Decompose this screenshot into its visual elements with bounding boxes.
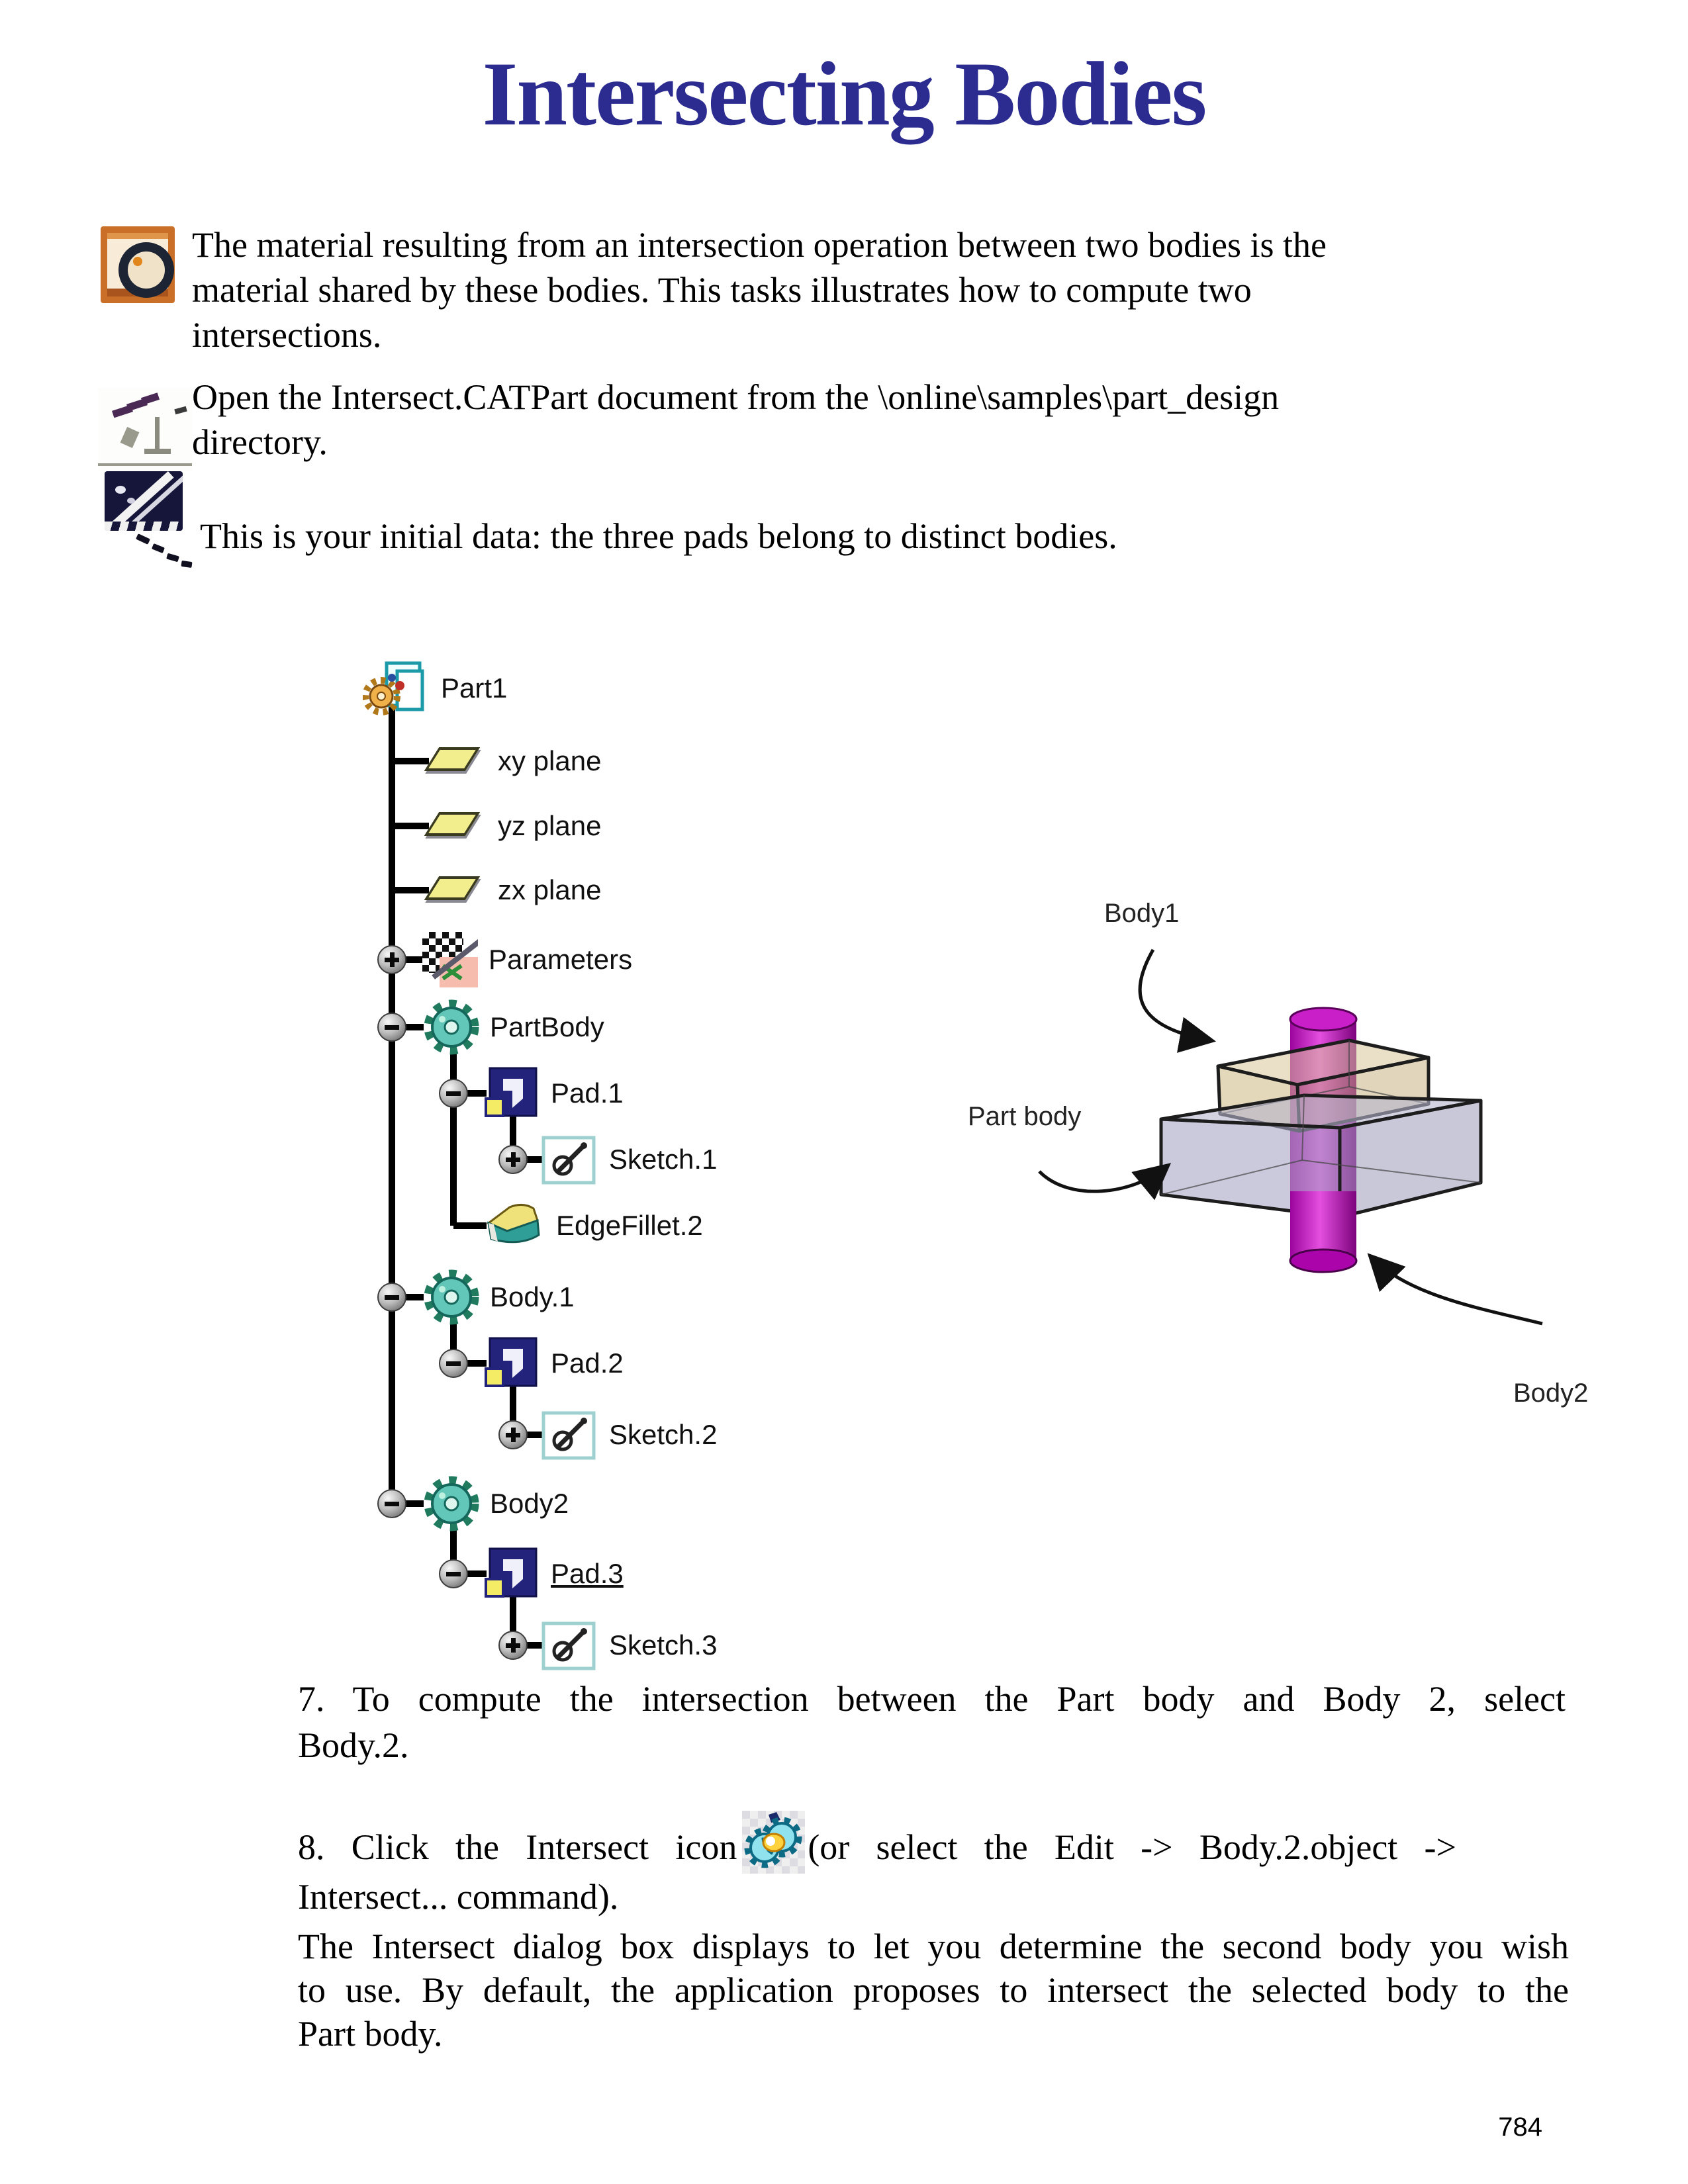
page-number: 784 xyxy=(1498,2113,1542,2142)
step-text: (or select the Edit -> Body.2.object -> xyxy=(808,1827,1456,1867)
tree-item-pad2[interactable]: Pad.2 xyxy=(551,1347,624,1379)
tree-trunk-line xyxy=(389,692,395,1507)
paragraph-line: Open the Intersect.CATPart document from the \online\samples\part_design xyxy=(192,377,1280,417)
figure-label-body2: Body2 xyxy=(1513,1379,1589,1408)
tree-item-part1[interactable]: Part1 xyxy=(441,672,508,704)
part-document-icon xyxy=(363,660,426,717)
tree-item-parameters[interactable]: Parameters xyxy=(489,944,633,975)
parameters-icon xyxy=(422,932,478,987)
pad-icon xyxy=(485,1067,538,1120)
collapse-node-body1[interactable] xyxy=(377,1283,406,1312)
tree-item-sketch3[interactable]: Sketch.3 xyxy=(609,1629,718,1661)
task-target-icon xyxy=(101,226,175,303)
sketch-icon xyxy=(541,1619,597,1671)
step-line xyxy=(298,1811,1456,1874)
step-line: Body.2. xyxy=(298,1725,409,1765)
sketch-icon xyxy=(541,1409,597,1461)
collapse-node-pad1[interactable] xyxy=(439,1079,468,1108)
initial-data-figure xyxy=(914,860,1615,1410)
paragraph-line: directory. xyxy=(192,422,328,462)
paragraph-line: material shared by these bodies. This tasks illustrates how to compute two xyxy=(192,270,1252,310)
scenario-trail-dash xyxy=(152,543,165,553)
figure-label-part-body: Part body xyxy=(968,1102,1082,1131)
step-8 xyxy=(298,1811,1456,1920)
sketch-icon xyxy=(541,1134,597,1185)
paragraph-line: to use. By default, the application proposes to intersect the selected body to the xyxy=(298,1970,1569,2010)
expand-node-parameters[interactable] xyxy=(377,945,406,974)
intro-paragraph xyxy=(192,222,1417,357)
open-paragraph xyxy=(192,375,1417,465)
pad-icon xyxy=(485,1547,538,1600)
plane-icon xyxy=(424,876,480,900)
tree-item-yz-plane[interactable]: yz plane xyxy=(498,810,602,841)
scenario-trail-dash xyxy=(181,561,192,568)
tree-item-sketch2[interactable]: Sketch.2 xyxy=(609,1419,718,1450)
page-title: Intersecting Bodies xyxy=(482,43,1206,144)
step-line: Intersect... command). xyxy=(298,1877,619,1917)
expand-node-sketch3[interactable] xyxy=(498,1631,528,1660)
pad-icon xyxy=(485,1337,538,1390)
step-text: 8. Click the Intersect icon xyxy=(298,1827,737,1867)
body-gear-icon xyxy=(422,1475,481,1533)
closing-paragraph xyxy=(298,1925,1569,2056)
collapse-node-body2[interactable] xyxy=(377,1489,406,1518)
paragraph-line: Part body. xyxy=(298,2014,443,2054)
tree-item-body2[interactable]: Body2 xyxy=(490,1488,569,1519)
paragraph-line: The Intersect dialog box displays to let you determine the second body you wish xyxy=(298,1927,1569,1966)
expand-node-sketch2[interactable] xyxy=(498,1420,528,1449)
edge-fillet-icon xyxy=(483,1201,546,1250)
part-body-callout-arrow xyxy=(1039,1167,1166,1191)
specification-tree xyxy=(357,629,874,1701)
tree-item-pad1[interactable]: Pad.1 xyxy=(551,1077,624,1109)
body-gear-icon xyxy=(422,998,481,1056)
tree-item-edgefillet2[interactable]: EdgeFillet.2 xyxy=(556,1210,703,1241)
scenario-trail-dash xyxy=(136,533,150,545)
collapse-node-pad3[interactable] xyxy=(439,1559,468,1588)
plane-icon xyxy=(424,812,480,836)
tree-item-xy-plane[interactable]: xy plane xyxy=(498,745,602,776)
expand-node-sketch1[interactable] xyxy=(498,1145,528,1174)
step-line: 7. To compute the intersection between the Part body and Body 2, select xyxy=(298,1679,1566,1719)
plane-icon xyxy=(424,747,480,771)
tree-item-sketch1[interactable]: Sketch.1 xyxy=(609,1144,718,1175)
tree-item-zx-plane[interactable]: zx plane xyxy=(498,874,602,905)
intersect-icon xyxy=(742,1811,805,1874)
paragraph-line: The material resulting from an intersection operation between two bodies is the xyxy=(192,225,1327,265)
initial-data-paragraph xyxy=(200,514,1425,559)
scenario-trail-dash xyxy=(166,553,179,563)
collapse-node-pad2[interactable] xyxy=(439,1349,468,1378)
open-document-icon xyxy=(98,388,192,471)
body2-callout-arrow xyxy=(1372,1257,1542,1324)
body-gear-icon xyxy=(422,1268,481,1326)
collapse-node-partbody[interactable] xyxy=(377,1013,406,1042)
tree-item-partbody[interactable]: PartBody xyxy=(490,1011,604,1042)
paragraph-line: This is your initial data: the three pads belong to distinct bodies. xyxy=(200,516,1117,556)
tree-item-pad3-selected[interactable]: Pad.3 xyxy=(551,1558,624,1589)
body2-cylinder-bottom xyxy=(1290,1191,1356,1272)
body1-callout-arrow xyxy=(1140,950,1210,1040)
scenario-icon xyxy=(105,471,183,531)
tree-item-body1[interactable]: Body.1 xyxy=(490,1281,575,1312)
step-7 xyxy=(298,1676,1566,1768)
tree-branch-line xyxy=(450,1027,457,1226)
paragraph-line: intersections. xyxy=(192,315,382,355)
figure-label-body1: Body1 xyxy=(1104,899,1180,928)
